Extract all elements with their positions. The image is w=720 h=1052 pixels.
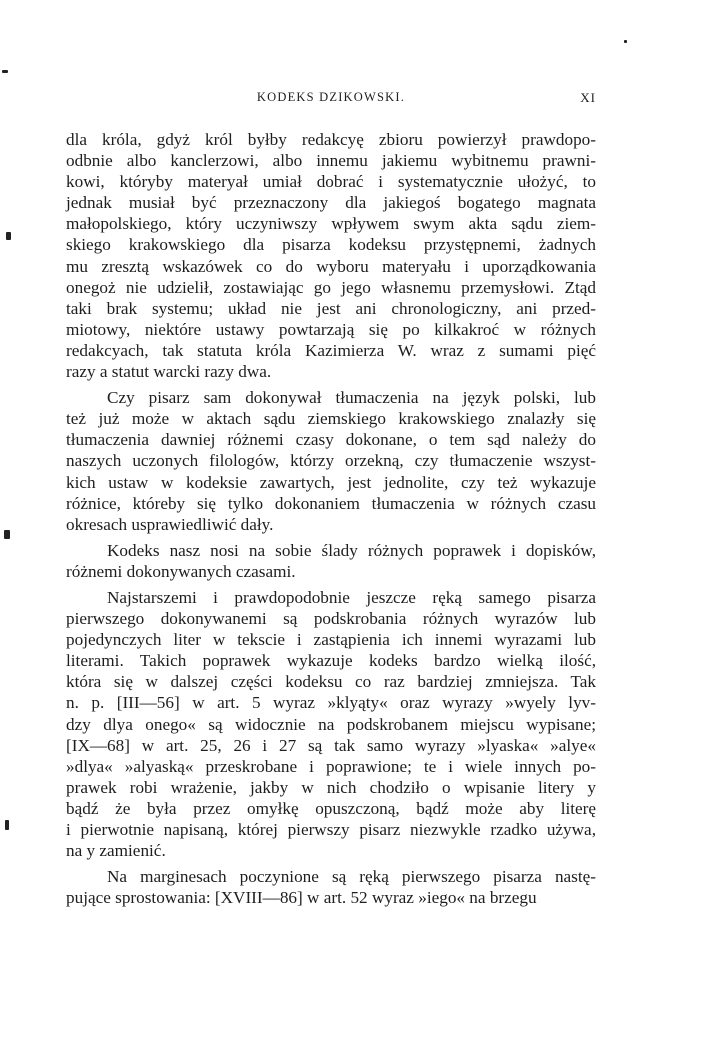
scan-mark — [4, 530, 10, 539]
text-line: pujące sprostowania: [XVIII—86] w art. 52 wyraz »iego« na brzegu — [66, 888, 537, 908]
text-line: dzy dlya onego« są widocznie na podskrobanem miejscu wypisane; — [66, 714, 596, 734]
paragraph — [66, 540, 596, 582]
running-title: KODEKS DZIKOWSKI. — [256, 90, 406, 104]
text-line: Najstarszemi i prawdopodobnie jeszcze ręką samego pisarza — [107, 587, 596, 607]
text-line: okresach usprawiedliwić dały. — [66, 514, 274, 534]
text-line: tłumaczenia dawniej różnemi czasy dokonane, o tem sąd należy do — [66, 430, 596, 450]
scan-mark — [2, 70, 8, 73]
text-line: prawek robi wrażenie, jakby w nich chodziło o wpisanie litery y — [66, 777, 596, 797]
body-text — [66, 129, 596, 913]
text-line: bądź że była przez omyłkę opuszczoną, bądź może aby literę — [66, 798, 596, 818]
text-line: Kodeks nasz nosi na sobie ślady różnych poprawek i dopisków, — [107, 540, 596, 560]
text-line: miotowy, niektóre ustawy powtarzają się po kilkakroć w różnych — [66, 319, 596, 339]
text-line: mu zresztą wskazówek co do wyboru materyału i uporządkowania — [66, 256, 596, 276]
text-line: małopolskiego, który uczyniwszy wpływem swym akta sądu ziem- — [66, 214, 596, 234]
text-line: i pierwotnie napisaną, której pierwszy pisarz niezwykle rzadko używa, — [66, 820, 596, 839]
paragraph — [66, 129, 596, 382]
text-line: kich ustaw w kodeksie zawartych, jest jednolite, czy też wykazuje — [66, 472, 596, 492]
text-line: dla króla, gdyż król byłby redakcyę zbioru powierzył prawdopo- — [66, 130, 596, 149]
text-line: która się w dalszej części kodeksu co raz bardziej zmniejsza. Tak — [66, 672, 596, 692]
text-line: n. p. [III—56] w art. 5 wyraz »klyąty« oraz wyrazy »wyely lyv- — [66, 693, 596, 713]
text-line: literami. Takich poprawek wykazuje kodeks bardzo wielką ilość, — [66, 651, 596, 671]
text-line: taki brak systemu; układ nie jest ani chronologiczny, ani przed- — [66, 298, 596, 318]
paragraph — [66, 587, 596, 861]
text-line: naszych uczonych filologów, którzy orzekną, czy tłumaczenie wszyst- — [66, 451, 596, 471]
text-line: odbnie albo kanclerzowi, albo innemu jakiemu wybitnemu prawni- — [66, 151, 596, 171]
scan-mark — [6, 232, 11, 240]
text-line: na y zamienić. — [66, 841, 166, 861]
text-line: »dlya« »alyaską« przeskrobane i poprawione; te i wiele innych po- — [66, 756, 596, 776]
page-number: XI — [580, 90, 596, 105]
text-line: pojedynczych liter w tekscie i zastąpienia ich innemi wyrazami lub — [66, 630, 596, 650]
text-line: Na marginesach poczynione są ręką pierwszego pisarza nastę- — [107, 867, 596, 887]
text-line: skiego krakowskiego dla pisarza kodeksu przystępnemi, żadnych — [66, 235, 596, 255]
text-line: też już może w aktach sądu ziemskiego krakowskiego znalazły się — [66, 409, 596, 429]
text-line: razy a statut warcki razy dwa. — [66, 362, 272, 382]
scan-mark — [5, 820, 9, 830]
text-line: kowi, któryby materyał umiał dobrać i systematycznie ułożyć, to — [66, 172, 596, 192]
text-line: Czy pisarz sam dokonywał tłumaczenia na język polski, lub — [107, 388, 596, 408]
text-line: różnice, któreby się tylko dokonaniem tłumaczenia w różnych czasu — [66, 493, 596, 513]
text-line: onegoż nie udzielił, zostawiając go jego własnemu przemysłowi. Ztąd — [66, 277, 596, 297]
text-line: jednak musiał być przeznaczony dla jakiegoś bogatego magnata — [66, 193, 596, 213]
scan-mark — [624, 40, 627, 43]
text-line: [IX—68] w art. 25, 26 i 27 są tak samo wyrazy »lyaska« »alye« — [66, 735, 596, 755]
text-line: różnemi dokonywanych czasami. — [66, 561, 296, 581]
running-header — [66, 88, 596, 108]
text-line: pierwszego dokonywanemi są podskrobania różnych wyrazów lub — [66, 609, 596, 629]
paragraph — [66, 866, 596, 908]
paragraph — [66, 387, 596, 535]
text-line: redakcyach, tak statuta króla Kazimierza W. wraz z sumami pięć — [66, 340, 596, 360]
